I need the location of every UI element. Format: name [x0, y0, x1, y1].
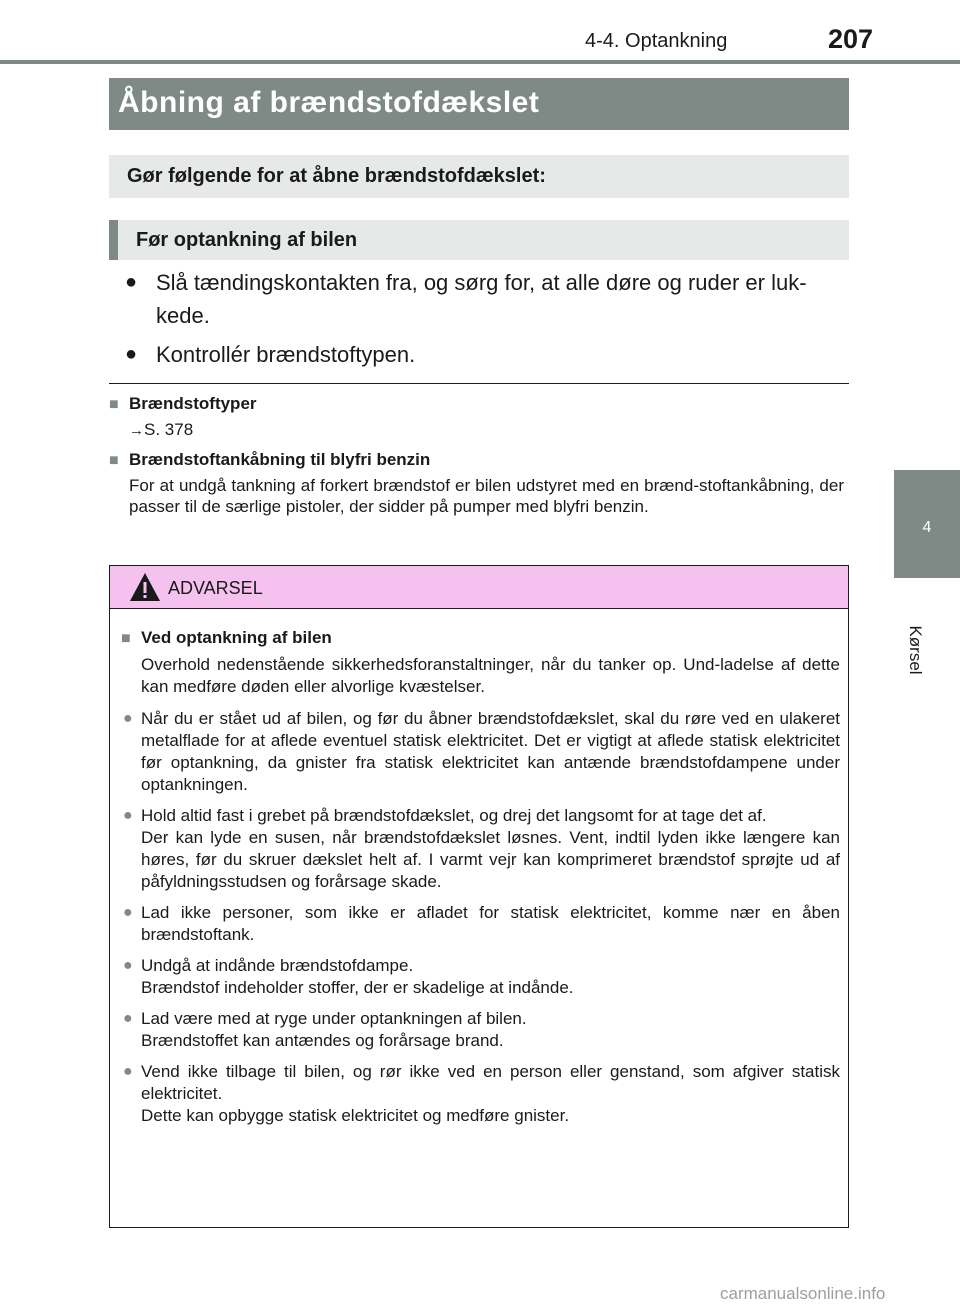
info-heading: [109, 393, 844, 415]
warning-box: [109, 565, 849, 1228]
header-divider: [0, 60, 960, 64]
step-text: Slå tændingskontakten fra, og sørg for, at alle døre og ruder er luk-kede.: [156, 270, 807, 328]
bullet-icon: ●: [123, 1010, 133, 1027]
list-item: [121, 805, 840, 893]
bullet-icon: ●: [125, 343, 138, 365]
bullet-icon: ●: [123, 710, 133, 727]
bullet-icon: ●: [125, 271, 138, 293]
info-body: For at undgå tankning af forkert brændstof er bilen udstyret med en brænd-stoftankåbning, der passer til de særlige pistoler, der sidder på pumper med blyfri benzin.: [129, 476, 844, 516]
info-section: [109, 393, 844, 525]
warning-item-text: Vend ikke tilbage til bilen, og rør ikke ved en person eller genstand, som afgiver statisk elektricitet. Dette kan opbygge statisk elektricitet og medføre gnister.: [141, 1062, 840, 1125]
list-item: [125, 266, 843, 332]
list-item: [121, 902, 840, 946]
list-item: [125, 338, 843, 371]
step-text: Kontrollér brændstoftypen.: [156, 342, 416, 367]
watermark: carmanualsonline.info: [720, 1284, 886, 1303]
bullet-icon: ●: [123, 957, 133, 974]
warning-subheading-text: Ved optankning af bilen: [141, 628, 332, 647]
info-heading: [109, 449, 844, 471]
section-subtitle: Gør følgende for at åbne brændstofdækslet:: [109, 155, 849, 198]
info-heading-text: Brændstoftyper: [129, 394, 257, 413]
warning-label: ADVARSEL: [168, 578, 263, 598]
warning-content: [110, 609, 848, 1127]
chapter-label-text: Kørsel: [906, 625, 925, 675]
warning-subheading: [121, 627, 840, 650]
page-reference[interactable]: [109, 419, 844, 441]
list-item: [121, 955, 840, 999]
warning-item-text: Lad være med at ryge under optankningen af bilen. Brændstoffet kan antændes og forårsage brand.: [141, 1009, 527, 1050]
step-list: [125, 266, 843, 377]
warning-item-text: Undgå at indånde brændstofdampe. Brændstof indeholder stoffer, der er skadelige at indånde.: [141, 956, 574, 997]
divider: [109, 383, 849, 384]
chapter-label: [900, 620, 930, 680]
warning-header: [110, 566, 848, 609]
step-heading: Før optankning af bilen: [109, 220, 849, 260]
warning-intro: Overhold nedenstående sikkerhedsforanstaltninger, når du tanker op. Und-ladelse af dette kan medføre døden eller alvorlige kvæstelser.: [141, 655, 840, 696]
bullet-icon: ●: [123, 904, 133, 921]
warning-item-text: Lad ikke personer, som ikke er afladet for statisk elektricitet, komme nær en åben brændstoftank.: [141, 903, 840, 944]
bullet-icon: ●: [123, 807, 133, 824]
arrow-right-icon: →: [129, 422, 144, 439]
square-bullet-icon: ■: [109, 452, 119, 469]
list-item: [121, 1061, 840, 1127]
chapter-tab[interactable]: [894, 470, 960, 578]
page-reference-text: S. 378: [144, 420, 194, 439]
square-bullet-icon: ■: [121, 630, 131, 647]
chapter-number: 4: [922, 519, 932, 536]
warning-item-text: Når du er stået ud af bilen, og før du åbner brændstofdækslet, skal du røre ved en ulakeret metalflade for at aflede eventuel statisk elektricitet. Det er vigtigt at aflede statisk elektricitet før optankning, da gnister fra statisk elektricitet kan antænde brændstofdampene under optankningen.: [141, 709, 840, 794]
page-number: 207: [828, 24, 874, 54]
list-item: [121, 1008, 840, 1052]
page-title: Åbning af brændstofdækslet: [109, 78, 849, 130]
square-bullet-icon: ■: [109, 396, 119, 413]
section-title: 4-4. Optankning: [585, 30, 728, 52]
bullet-icon: ●: [123, 1063, 133, 1080]
list-item: [121, 708, 840, 796]
warning-item-text: Hold altid fast i grebet på brændstofdækslet, og drej det langsomt for at tage det af. Der kan lyde en susen, når brændstofdækslet løsnes. Vent, indtil lyden ikke længere kan høres, før du skruer dækslet helt af. I varmt vejr kan komprimeret brændstof sprøjte ud af påfyldningsstudsen og forårsage skade.: [141, 806, 840, 891]
info-heading-text: Brændstoftankåbning til blyfri benzin: [129, 450, 431, 469]
warning-triangle-icon: [129, 572, 161, 602]
